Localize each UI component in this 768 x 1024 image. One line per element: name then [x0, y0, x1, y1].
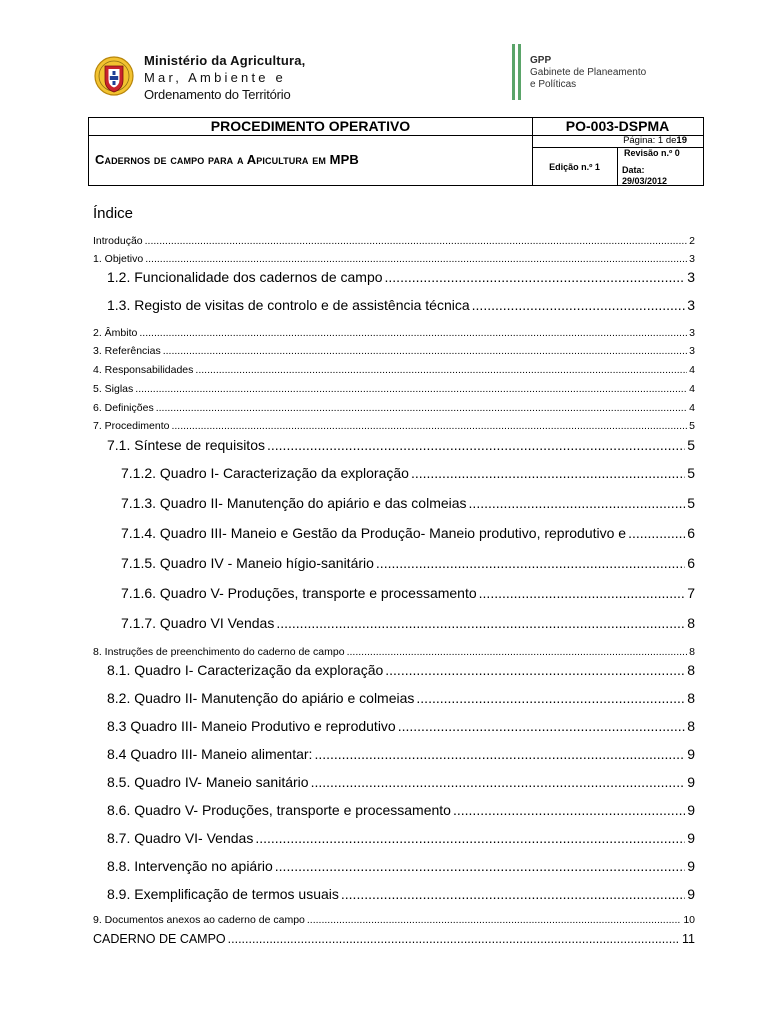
- toc-page: 5: [687, 437, 695, 453]
- gpp-logo: [530, 55, 646, 91]
- toc-entry[interactable]: [93, 235, 695, 247]
- toc-page: 5: [689, 420, 695, 432]
- toc-entry[interactable]: [93, 345, 695, 357]
- gpp-abbr: GPP: [530, 55, 552, 66]
- toc-page: 3: [687, 297, 695, 313]
- toc-label: 6. Definições: [93, 402, 154, 414]
- page-total: 19: [676, 135, 687, 146]
- toc-entry[interactable]: [107, 690, 695, 706]
- toc-page: 8: [687, 718, 695, 734]
- toc-page: 8: [687, 615, 695, 631]
- revision-number: Revisão n.º 0: [624, 148, 680, 158]
- ministry-name: [144, 52, 305, 103]
- toc-label: 9. Documentos anexos ao caderno de campo: [93, 914, 305, 926]
- toc-entry[interactable]: [93, 327, 695, 339]
- toc-entry[interactable]: [93, 383, 695, 395]
- page-indicator: [532, 135, 703, 147]
- toc-page: 3: [687, 269, 695, 285]
- doc-subtitle: [95, 152, 359, 167]
- toc-entry[interactable]: [121, 495, 695, 511]
- edition-number: Edição n.º 1: [549, 162, 600, 172]
- toc-label: 5. Siglas: [93, 383, 134, 395]
- toc-label: 1.2. Funcionalidade dos cadernos de campo: [107, 269, 383, 285]
- toc-page: 2: [689, 235, 695, 247]
- toc-label: 8.8. Intervenção no apiário: [107, 858, 273, 874]
- toc-page: 10: [683, 914, 695, 926]
- toc-page: 8: [689, 646, 695, 658]
- gpp-line-1: Gabinete de Planeamento: [530, 67, 647, 78]
- toc-entry[interactable]: [121, 555, 695, 571]
- toc-page: 6: [687, 525, 695, 541]
- toc-page: 9: [687, 858, 695, 874]
- toc-page: 9: [687, 886, 695, 902]
- toc-entry[interactable]: [107, 297, 695, 313]
- toc-entry[interactable]: [107, 718, 695, 734]
- toc-label: 7.1. Síntese de requisitos: [107, 437, 265, 453]
- toc-label: 8.1. Quadro I- Caracterização da exploração: [107, 662, 384, 678]
- toc-entry[interactable]: [93, 914, 695, 926]
- toc-page: 9: [687, 774, 695, 790]
- toc-label: 7.1.7. Quadro VI Vendas: [121, 615, 275, 631]
- document-date: [622, 165, 667, 187]
- toc-page: 3: [689, 345, 695, 357]
- toc-entry[interactable]: [107, 746, 695, 762]
- toc-label: 8.5. Quadro IV- Maneio sanitário: [107, 774, 309, 790]
- toc-page: 9: [687, 830, 695, 846]
- toc-page: 9: [687, 746, 695, 762]
- toc-label: Introdução: [93, 235, 143, 247]
- toc-label: 7. Procedimento: [93, 420, 170, 432]
- toc-label: 8.3 Quadro III- Maneio Produtivo e reprodutivo: [107, 718, 396, 734]
- toc-entry[interactable]: [107, 830, 695, 846]
- toc-page: 9: [687, 802, 695, 818]
- coat-of-arms-icon: [92, 52, 136, 102]
- toc-label: 7.1.3. Quadro II- Manutenção do apiário e das colmeias: [121, 495, 467, 511]
- toc-label: 7.1.5. Quadro IV - Maneio hígio-sanitário: [121, 555, 374, 571]
- toc-label: 7.1.4. Quadro III- Maneio e Gestão da Produção- Maneio produtivo, reprodutivo e: [121, 525, 627, 541]
- toc-entry[interactable]: [93, 932, 695, 946]
- toc-label: 2. Âmbito: [93, 327, 138, 339]
- toc-label: 1.3. Registo de visitas de controlo e de assistência técnica: [107, 297, 470, 313]
- toc-page: 8: [687, 662, 695, 678]
- toc-label: 8.6. Quadro V- Produções, transporte e processamento: [107, 802, 451, 818]
- ministry-line-2: Mar, Ambiente e: [144, 70, 286, 85]
- toc-label: 8.4 Quadro III- Maneio alimentar:: [107, 746, 313, 762]
- toc-entry[interactable]: [93, 402, 695, 414]
- toc-entry[interactable]: [107, 774, 695, 790]
- toc-label: 3. Referências: [93, 345, 161, 357]
- toc-entry[interactable]: [107, 802, 695, 818]
- toc-label: 4. Responsabilidades: [93, 364, 194, 376]
- index-title: Índice: [93, 205, 134, 222]
- toc-entry[interactable]: [121, 465, 695, 481]
- toc-label: 8. Instruções de preenchimento do caderno de campo: [93, 646, 345, 658]
- toc-page: 3: [689, 253, 695, 265]
- toc-entry[interactable]: [93, 646, 695, 658]
- toc-page: 6: [687, 555, 695, 571]
- ministry-line-3: Ordenamento do Território: [144, 87, 291, 102]
- toc-page: 4: [689, 402, 695, 414]
- date-label: Data:: [622, 165, 645, 175]
- toc-page: 4: [689, 383, 695, 395]
- toc-label: 8.7. Quadro VI- Vendas: [107, 830, 254, 846]
- toc-label: 7.1.6. Quadro V- Produções, transporte e processamento: [121, 585, 477, 601]
- toc-page: 5: [687, 465, 695, 481]
- gpp-line-2: e Políticas: [530, 79, 577, 90]
- toc-label: 1. Objetivo: [93, 253, 144, 265]
- toc-entry[interactable]: [121, 585, 695, 601]
- toc-entry[interactable]: [121, 525, 695, 541]
- toc-page: 3: [689, 327, 695, 339]
- toc-entry[interactable]: [107, 662, 695, 678]
- toc-entry[interactable]: [93, 420, 695, 432]
- doc-code: PO-003-DSPMA: [565, 118, 670, 134]
- toc-entry[interactable]: [107, 269, 695, 285]
- ministry-line-1: Ministério da Agricultura,: [144, 53, 306, 68]
- date-value: 29/03/2012: [622, 176, 668, 186]
- page-prefix: Página: 1 de: [623, 135, 677, 146]
- doc-subtitle-text: Cadernos de campo para a Apicultura em MPB: [95, 152, 359, 167]
- toc-page: 4: [689, 364, 695, 376]
- toc-entry[interactable]: [121, 615, 695, 631]
- toc-entry[interactable]: [107, 858, 695, 874]
- document-header-table: [88, 117, 704, 186]
- toc-label: CADERNO DE CAMPO: [93, 932, 226, 946]
- doc-type: PROCEDIMENTO OPERATIVO: [210, 118, 411, 134]
- toc-label: 8.9. Exemplificação de termos usuais: [107, 886, 339, 902]
- toc-entry[interactable]: [93, 253, 695, 265]
- toc-page: 11: [682, 932, 695, 946]
- toc-label: 8.2. Quadro II- Manutenção do apiário e colmeias: [107, 690, 415, 706]
- toc-entry[interactable]: [93, 364, 695, 376]
- toc-entry[interactable]: [107, 437, 695, 453]
- toc-label: 7.1.2. Quadro I- Caracterização da exploração: [121, 465, 409, 481]
- toc-page: 8: [687, 690, 695, 706]
- toc-page: 7: [687, 585, 695, 601]
- toc-entry[interactable]: [107, 886, 695, 902]
- toc-page: 5: [687, 495, 695, 511]
- gpp-logo-bars: [512, 44, 524, 100]
